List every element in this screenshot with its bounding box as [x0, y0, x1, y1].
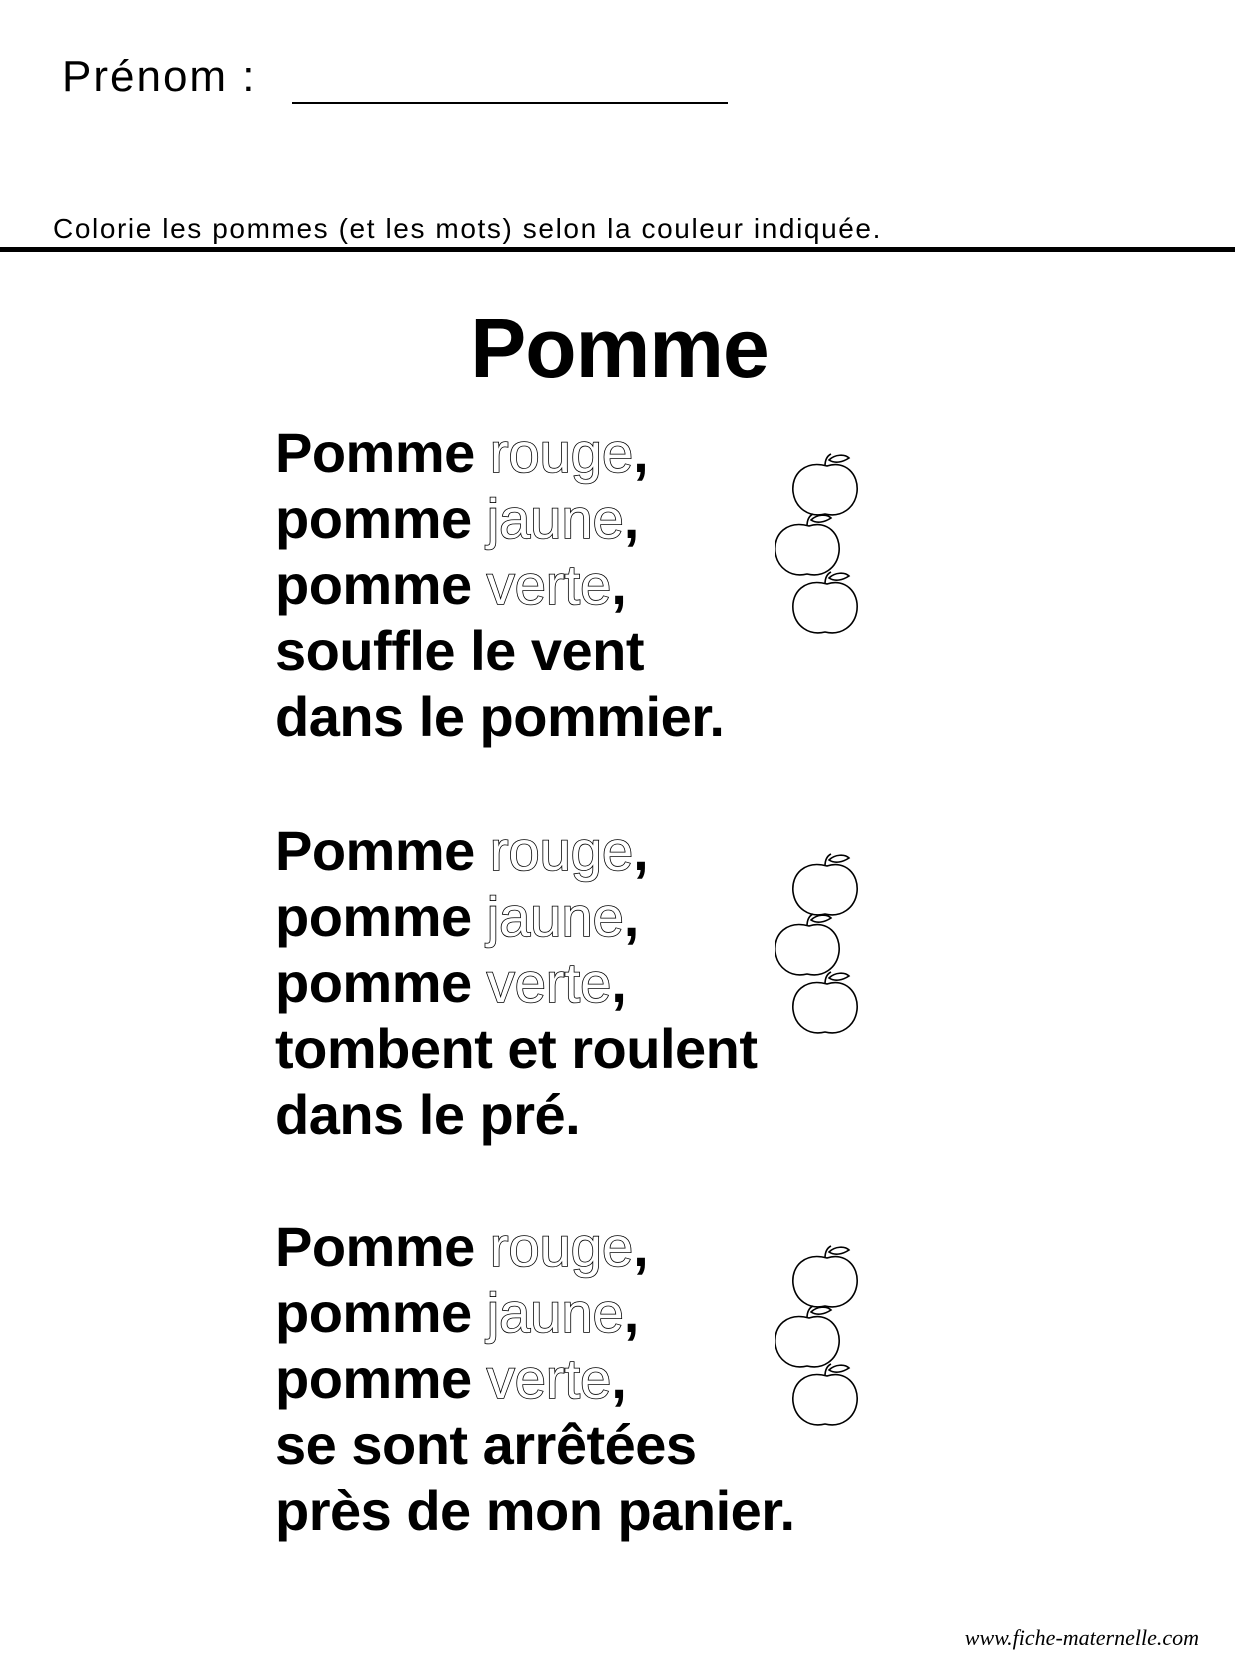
poem-line: Pomme rouge, [275, 1215, 649, 1278]
apple-icon[interactable] [793, 854, 857, 915]
poem-line: Pomme rouge, [275, 421, 649, 484]
color-word-verte[interactable]: verte [486, 1347, 612, 1410]
poem-line: pomme verte, [275, 1347, 627, 1410]
apple-icon[interactable] [775, 514, 839, 575]
color-word-verte[interactable]: verte [486, 553, 612, 616]
name-label: Prénom : [62, 52, 257, 101]
instruction-text: Colorie les pommes (et les mots) selon la couleur indiquée. [53, 213, 882, 244]
poem-line: dans le pommier. [275, 685, 725, 748]
color-word-jaune[interactable]: jaune [486, 487, 624, 550]
name-blank-line[interactable] [292, 102, 728, 104]
apple-icon[interactable] [775, 1306, 839, 1367]
poem-title: Pomme [470, 301, 769, 395]
color-word-jaune[interactable]: jaune [486, 885, 624, 948]
poem-line: Pomme rouge, [275, 819, 649, 882]
color-word-rouge[interactable]: rouge [489, 819, 634, 882]
poem-line: se sont arrêtées [275, 1413, 697, 1476]
apple-group-3 [775, 1244, 875, 1444]
color-word-rouge[interactable]: rouge [489, 421, 634, 484]
apple-icon[interactable] [793, 972, 857, 1033]
poem-line: pomme jaune, [275, 487, 639, 550]
apple-icon[interactable] [793, 572, 857, 633]
stanza-1 [275, 420, 725, 750]
color-word-verte[interactable]: verte [486, 951, 612, 1014]
apple-icon[interactable] [793, 1246, 857, 1307]
poem-line: pomme jaune, [275, 1281, 639, 1344]
poem-line: souffle le vent [275, 619, 645, 682]
stanza-2 [275, 818, 758, 1148]
poem-line: dans le pré. [275, 1083, 581, 1146]
apple-group-1 [775, 452, 875, 652]
poem-line: pomme jaune, [275, 885, 639, 948]
color-word-jaune[interactable]: jaune [486, 1281, 624, 1344]
apple-icon[interactable] [775, 914, 839, 975]
poem-line: près de mon panier. [275, 1479, 795, 1542]
apple-icon[interactable] [793, 454, 857, 515]
apple-group-2 [775, 852, 875, 1052]
poem-line: pomme verte, [275, 553, 627, 616]
color-word-rouge[interactable]: rouge [489, 1215, 634, 1278]
divider [0, 247, 1235, 252]
website-credit: www.fiche-maternelle.com [964, 1625, 1199, 1650]
apple-icon[interactable] [793, 1364, 857, 1425]
stanza-3 [275, 1214, 795, 1544]
poem-line: pomme verte, [275, 951, 627, 1014]
poem-line: tombent et roulent [275, 1017, 758, 1080]
